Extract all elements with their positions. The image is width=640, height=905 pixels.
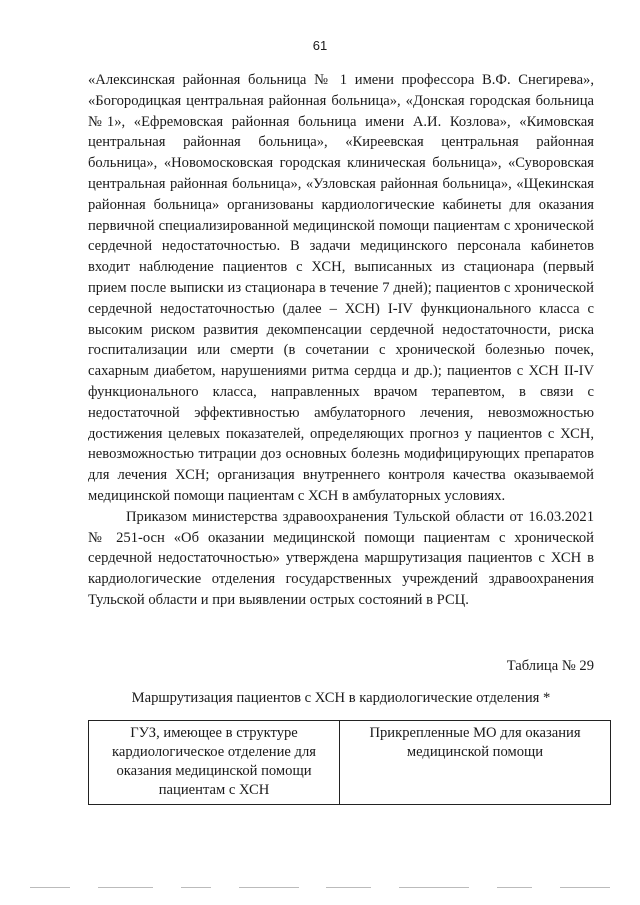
- table-header-row: [89, 721, 611, 805]
- paragraph-medical-institutions: «Алексинская районная больница № 1 имени профессора В.Ф. Снегирева», «Богородицкая центральная районная больница», «Донская городская больница №1», «Ефремовская районная больница имени А.И. Козлова», «Кимовская центральная районная больница», «Киреевская центральная районная больница», «Новомосковская городская клиническая больница», «Суворовская центральная районная больница», «Узловская районная больница», «Щекинская районная больница» организованы кардиологические кабинеты для оказания первичной специализированной медицинской помощи пациентам с хронической сердечной недостаточностью. В задачи медицинского персонала кабинетов входит наблюдение пациентов с ХСН, выписанных из стационара (первый прием после выписки из стационара в течение 7 дней); пациентов с хронической сердечной недостаточностью (далее – ХСН) I-IV функционального класса с высоким риском развития декомпенсации сердечной недостаточности, риска госпитализации или смерти (в сочетании с хронической болезнью почек, сахарным диабетом, нарушениями ритма сердца и др.); пациентов с ХСН II-IV функционального класса, направленных врачом терапевтом, в связи с недостаточной эффективностью амбулаторного лечения, невозможностью достижения целевых показателей, определяющих прогноз у пациентов с ХСН, невозможностью титрации доз основных болезнь модифицирующих препаратов для лечения ХСН; организация внутреннего контроля качества оказываемой медицинской помощи пациентам с ХСН в амбулаторных условиях.: [88, 72, 594, 504]
- paragraph-order-routing: Приказом министерства здравоохранения Тульской области от 16.03.2021 № 251-осн «Об оказании медицинской помощи пациентам с хронической сердечной недостаточностью» утверждена маршрутизация пациентов с ХСН в кардиологические отделения государственных учреждений здравоохранения Тульской области и при выявлении острых состояний в РСЦ.: [88, 508, 594, 608]
- routing-table: [88, 720, 611, 805]
- table-caption: Маршрутизация пациентов с ХСН в кардиологические отделения *: [131, 690, 551, 706]
- scan-artifact-line: [0, 885, 640, 891]
- header-cell-institution: ГУЗ, имеющее в структуре кардиологическое отделение для оказания медицинской помощи пациентам с ХСН: [89, 721, 340, 805]
- table-label: Таблица № 29: [506, 658, 594, 674]
- page-number: 61: [312, 38, 328, 53]
- body-text: [88, 70, 594, 611]
- header-cell-attached-mo: Прикрепленные МО для оказания медицинской помощи: [340, 721, 611, 805]
